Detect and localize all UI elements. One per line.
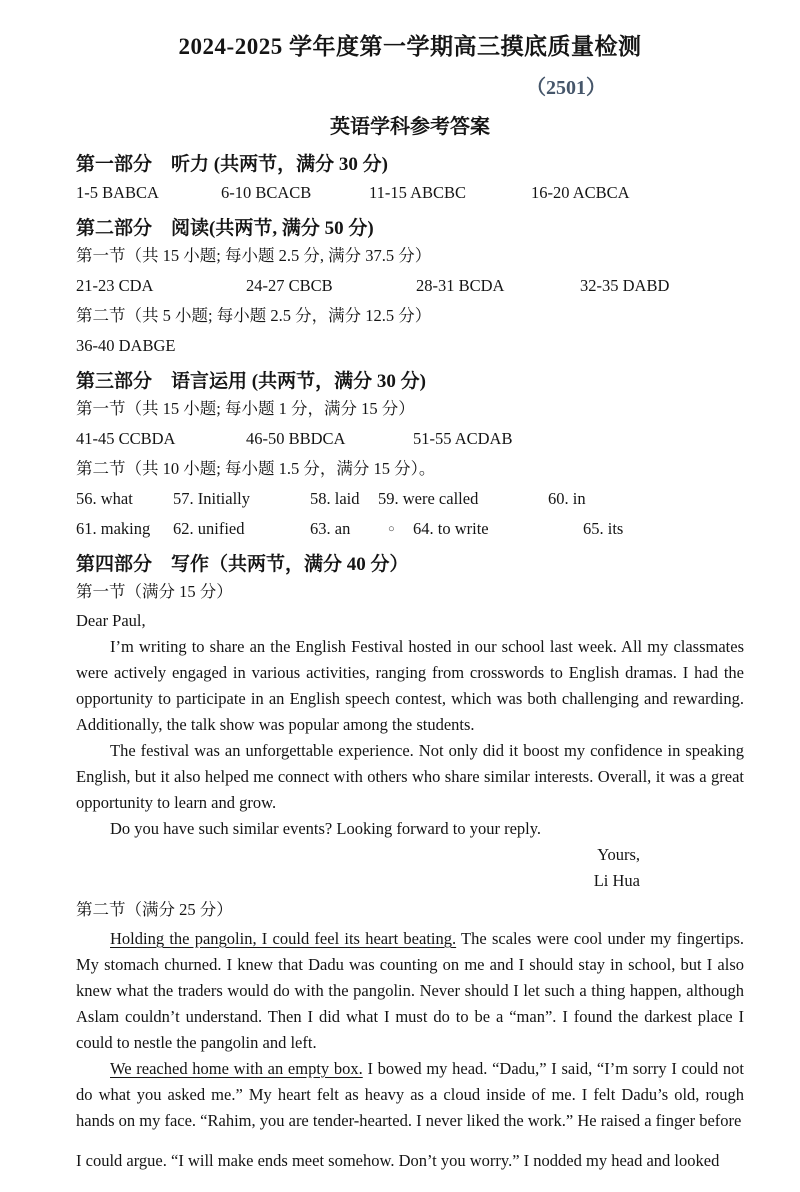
answer-group: 1-5 BABCA xyxy=(76,183,159,202)
part3-fill-answer-row-1 xyxy=(76,486,744,512)
part3-section1-note: 第一节（共 15 小题; 每小题 1 分，满分 15 分） xyxy=(76,399,415,418)
part3-section2-note: 第二节（共 10 小题; 每小题 1.5 分，满分 15 分）。 xyxy=(76,459,436,478)
letter-closing: Yours, xyxy=(597,845,640,864)
answer-key-heading: 英语学科参考答案 xyxy=(330,116,490,138)
answer-group: 6-10 BCACB xyxy=(221,183,312,202)
essay-paragraph-1 xyxy=(76,926,744,1056)
answer-group: 41-45 CCBDA xyxy=(76,429,176,448)
answer-item: 60. in xyxy=(548,489,586,508)
part1-heading: 第一部分 听力 (共两节，满分 30 分) xyxy=(76,154,388,175)
circle-mark: ○ xyxy=(388,523,395,535)
letter-paragraph-1: I’m writing to share an the English Festival hosted in our school last week. All my classmates were actively engaged in various activities, ranging from crosswords to English dramas. I had the opportunity to participate in an English speech contest, which was both challenging and rewarding. Additionally, the talk show was popular among the students. xyxy=(76,637,744,734)
answer-item: 57. Initially xyxy=(173,489,250,508)
part4-heading: 第四部分 写作（共两节，满分 40 分） xyxy=(76,554,409,575)
paper-code: （2501） xyxy=(526,77,606,99)
essay-paragraph-3: I could argue. “I will make ends meet somehow. Don’t you worry.” I nodded my head and looked xyxy=(76,1151,720,1170)
document-title: 2024-2025 学年度第一学期高三摸底质量检测 xyxy=(178,34,642,59)
answer-group: 51-55 ACDAB xyxy=(413,429,513,448)
part2-section2-answer-row xyxy=(76,333,744,359)
answer-group: 36-40 DABGE xyxy=(76,336,176,355)
essay-paragraph-2 xyxy=(76,1056,744,1134)
part1-answer-row xyxy=(76,180,744,206)
part2-section1-answer-row xyxy=(76,273,744,299)
answer-group: 28-31 BCDA xyxy=(416,276,505,295)
answer-item: 63. an xyxy=(310,519,351,538)
answer-group: 24-27 CBCB xyxy=(246,276,333,295)
part4-section2-note: 第二节（满分 25 分） xyxy=(76,900,233,919)
part3-fill-answer-row-2 xyxy=(76,516,744,542)
letter-signature: Li Hua xyxy=(593,871,640,890)
part3-section1-answer-row xyxy=(76,426,744,452)
answer-item: 56. what xyxy=(76,489,133,508)
part2-section2-note: 第二节（共 5 小题; 每小题 2.5 分，满分 12.5 分） xyxy=(76,306,432,325)
answer-group: 16-20 ACBCA xyxy=(531,183,630,202)
answer-group: 46-50 BBDCA xyxy=(246,429,346,448)
part2-section1-note: 第一节（共 15 小题; 每小题 2.5 分, 满分 37.5 分） xyxy=(76,246,432,265)
part3-heading: 第三部分 语言运用 (共两节，满分 30 分) xyxy=(76,371,426,392)
paragraph-text: The scales were cool under my fingertips. My stomach churned. I knew that Dadu was counting on me and I should stay in school, but I also knew what the traders would do with the pangolin. Never should I let such a thing happen, although Aslam couldn’t understand. Then I did what I must do to be a “man”. I found the darkest place I could to nestle the pangolin and left. xyxy=(76,929,744,1052)
underlined-lead-sentence: Holding the pangolin, I could feel its heart beating. xyxy=(110,929,457,948)
answer-group: 11-15 ABCBC xyxy=(369,183,467,202)
letter-paragraph-3: Do you have such similar events? Looking forward to your reply. xyxy=(110,819,542,838)
answer-item: 64. to write xyxy=(413,519,489,538)
part2-heading: 第二部分 阅读(共两节, 满分 50 分) xyxy=(76,218,374,239)
underlined-lead-sentence: We reached home with an empty box. xyxy=(110,1059,363,1078)
answer-item: 61. making xyxy=(76,519,151,538)
answer-group: 32-35 DABD xyxy=(580,276,670,295)
answer-item: 65. its xyxy=(583,519,624,538)
answer-item: 58. laid xyxy=(310,489,360,508)
answer-item: 62. unified xyxy=(173,519,245,538)
letter-paragraph-2: The festival was an unforgettable experience. Not only did it boost my confidence in speaking English, but it also helped me connect with others who share similar interests. Overall, it was a great opportunity to learn and grow. xyxy=(76,741,744,812)
answer-group: 21-23 CDA xyxy=(76,276,154,295)
answer-item: 59. were called xyxy=(378,489,479,508)
part4-section1-note: 第一节（满分 15 分） xyxy=(76,582,233,601)
letter-salutation: Dear Paul, xyxy=(76,611,146,630)
paragraph-text: I bowed my head. “Dadu,” I said, “I’m sorry I could not do what you asked me.” My heart felt as heavy as a cloud inside of me. I felt Dadu’s old, rough hands on my face. “Rahim, you are tender-hearted. I never liked the work.” He raised a finger before xyxy=(76,1059,745,1130)
